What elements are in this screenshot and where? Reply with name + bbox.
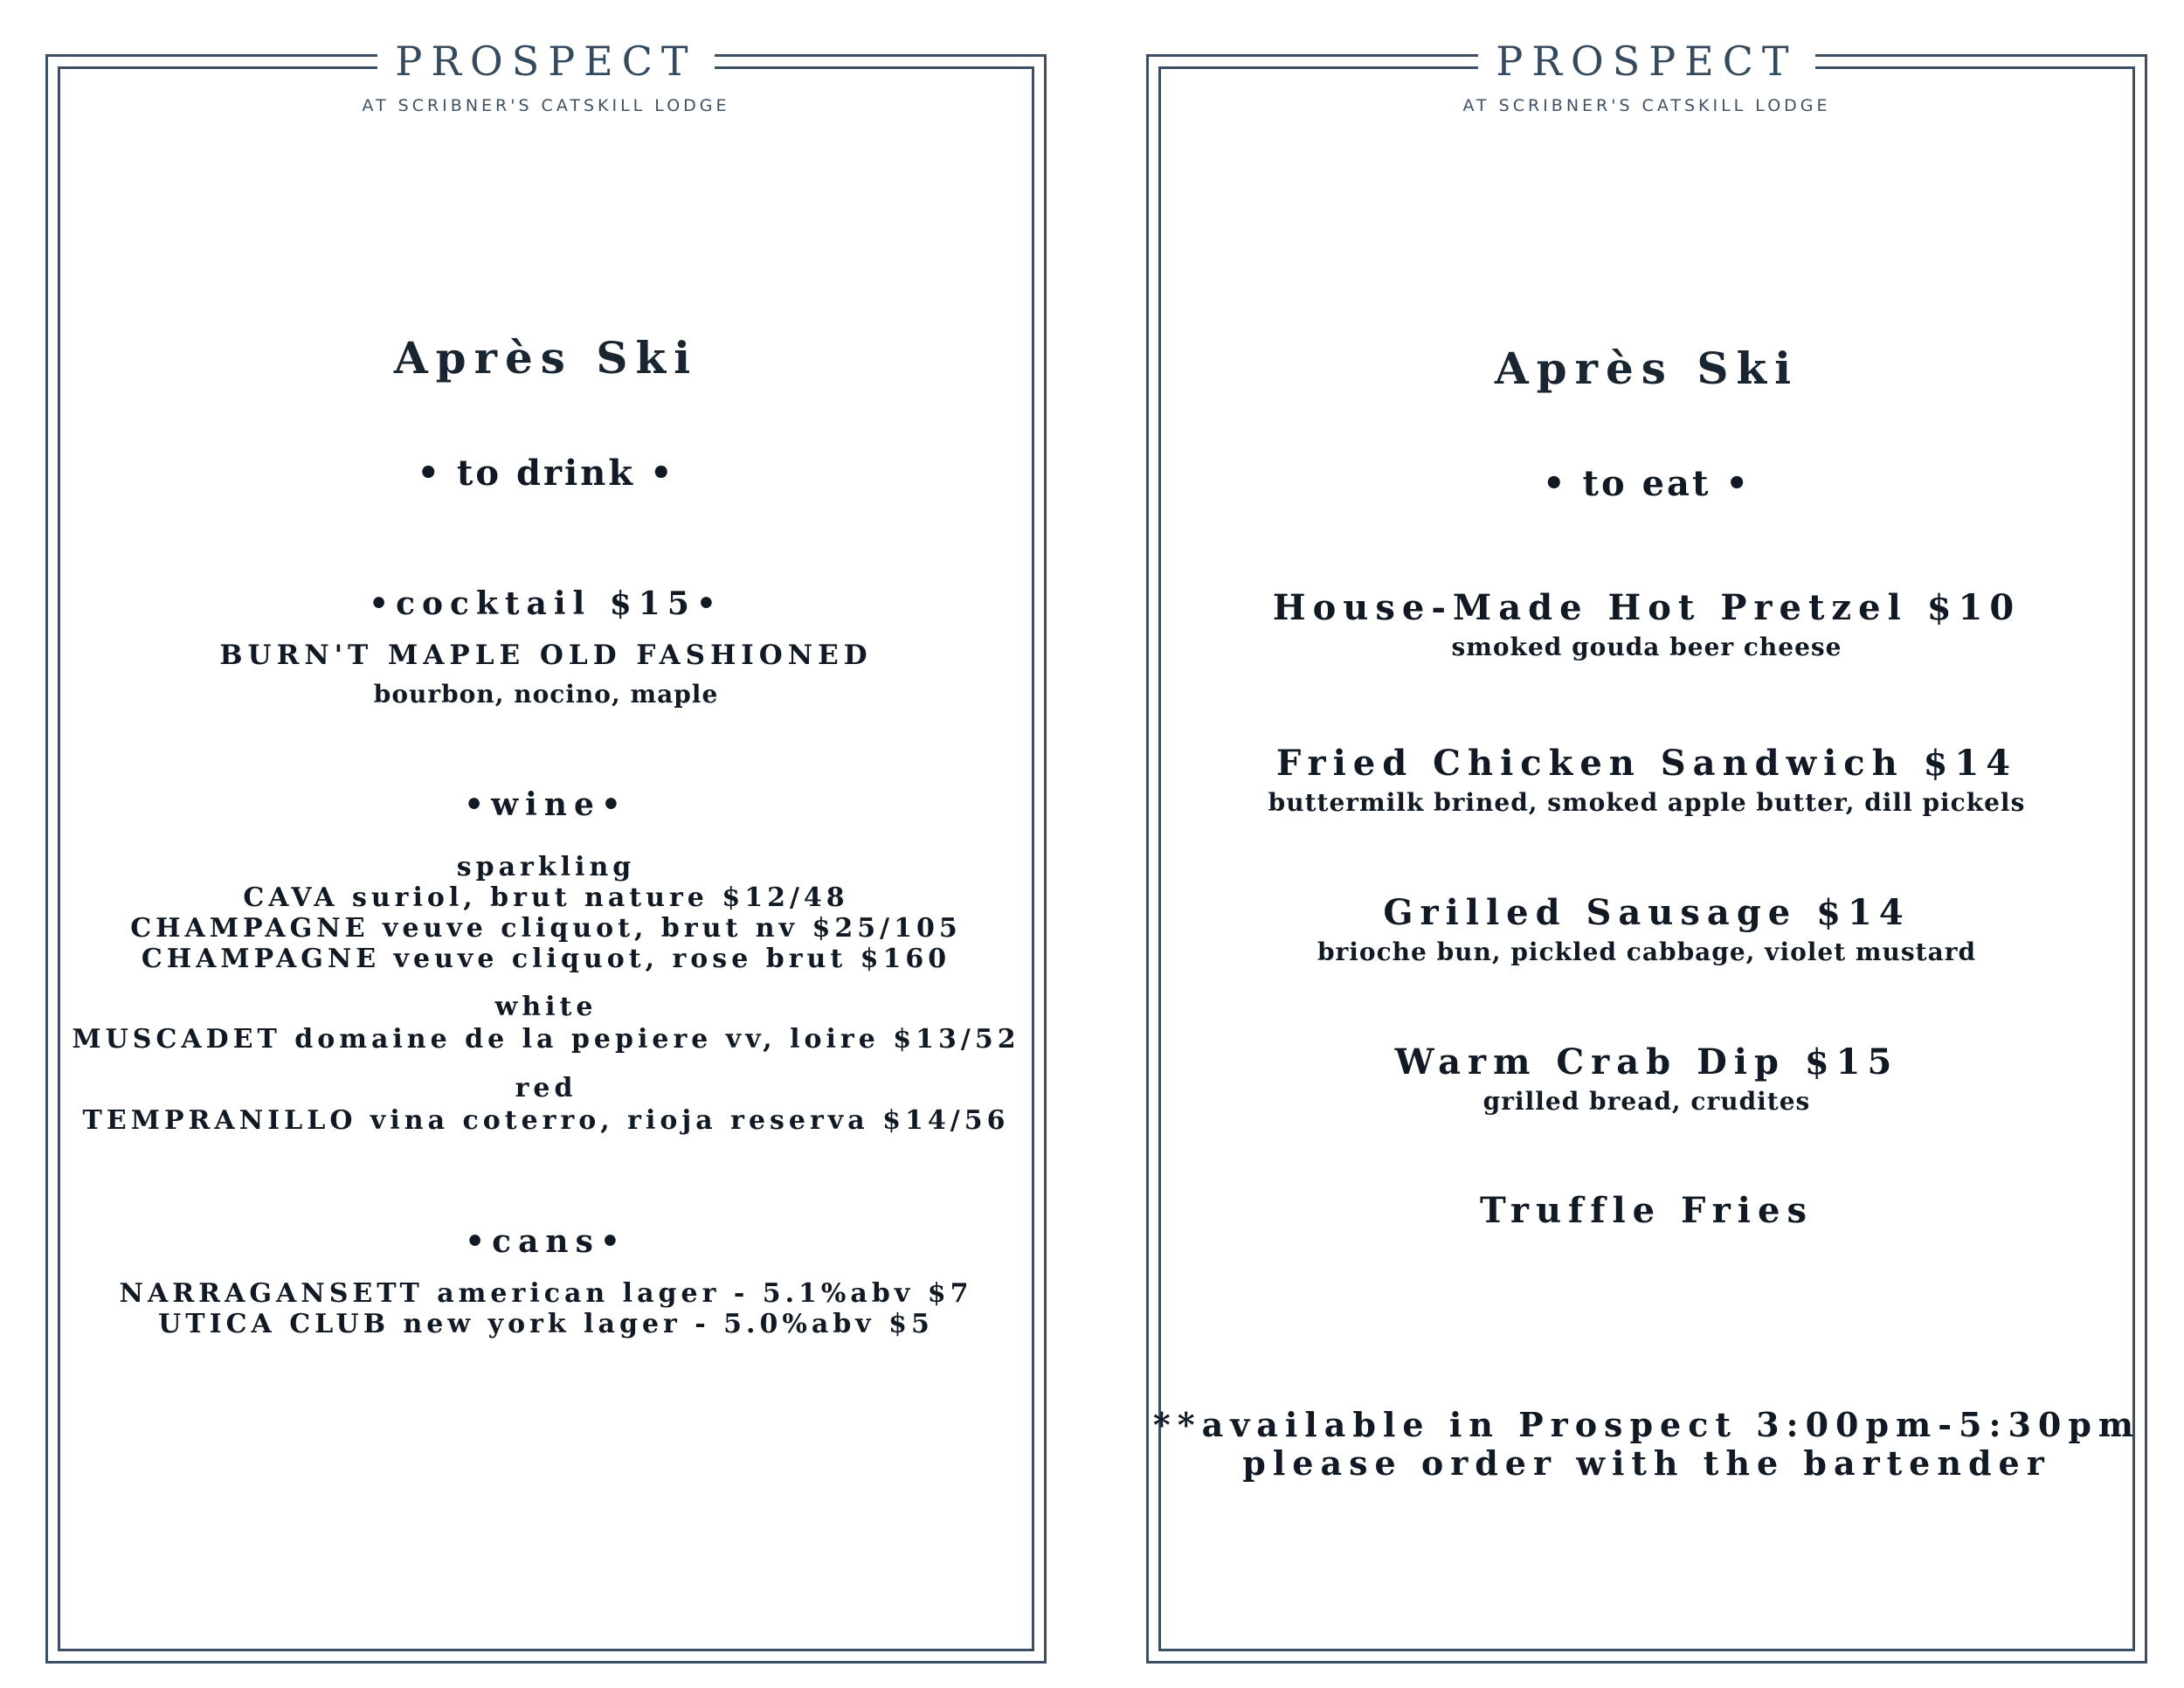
cocktail-name: BURN'T MAPLE OLD FASHIONED: [219, 640, 873, 671]
brand-subtitle: AT SCRIBNER'S CATSKILL LODGE: [362, 96, 730, 115]
sparkling-label: sparkling: [456, 852, 636, 882]
wine-item: CHAMPAGNE veuve cliquot, rose brut $160: [141, 944, 951, 974]
food-item-description: grilled bread, crudites: [1482, 1087, 1811, 1116]
white-label: white: [494, 992, 598, 1022]
menu-title: Après Ski: [393, 332, 699, 384]
can-item: NARRAGANSETT american lager - 5.1%abv $7: [119, 1278, 973, 1309]
food-item-description: smoked gouda beer cheese: [1451, 633, 1842, 661]
menu-subtitle: • to drink •: [417, 453, 675, 494]
food-item-name: Fried Chicken Sandwich $14: [1275, 743, 2018, 784]
food-item-description: brioche bun, pickled cabbage, violet mustard: [1317, 937, 1977, 966]
wine-item: CHAMPAGNE veuve cliquot, brut nv $25/105: [130, 913, 962, 944]
order-note: please order with the bartender: [1242, 1443, 2051, 1483]
menu-subtitle: • to eat •: [1543, 463, 1751, 504]
wine-item: TEMPRANILLO vina coterro, rioja reserva $14/56: [82, 1105, 1010, 1136]
brand-header: [0, 37, 1092, 86]
menu-title: Après Ski: [1494, 342, 1800, 394]
food-item-name: House-Made Hot Pretzel $10: [1272, 587, 2022, 628]
wine-item: MUSCADET domaine de la pepiere vv, loire $13/52: [72, 1024, 1020, 1055]
can-item: UTICA CLUB new york lager - 5.0%abv $5: [158, 1309, 934, 1339]
brand-name: PROSPECT: [377, 37, 714, 86]
food-item-name: Truffle Fries: [1480, 1190, 1814, 1231]
cocktail-description: bourbon, nocino, maple: [373, 680, 719, 709]
red-label: red: [515, 1073, 577, 1103]
food-menu-page: [1101, 0, 2184, 1688]
brand-header: [1101, 37, 2184, 86]
food-item-name: Grilled Sausage $14: [1383, 892, 1911, 933]
food-item-name: Warm Crab Dip $15: [1394, 1041, 1899, 1083]
brand-subtitle: AT SCRIBNER'S CATSKILL LODGE: [1462, 96, 1831, 115]
cans-heading: •cans•: [465, 1223, 627, 1260]
cocktail-heading: •cocktail $15•: [369, 585, 723, 622]
wine-heading: •wine•: [464, 786, 628, 823]
availability-note: **available in Prospect 3:00pm-5:30pm: [1152, 1405, 2141, 1444]
food-item-description: buttermilk brined, smoked apple butter, dill pickels: [1268, 788, 2026, 817]
wine-item: CAVA suriol, brut nature $12/48: [243, 882, 849, 913]
brand-name: PROSPECT: [1478, 37, 1814, 86]
